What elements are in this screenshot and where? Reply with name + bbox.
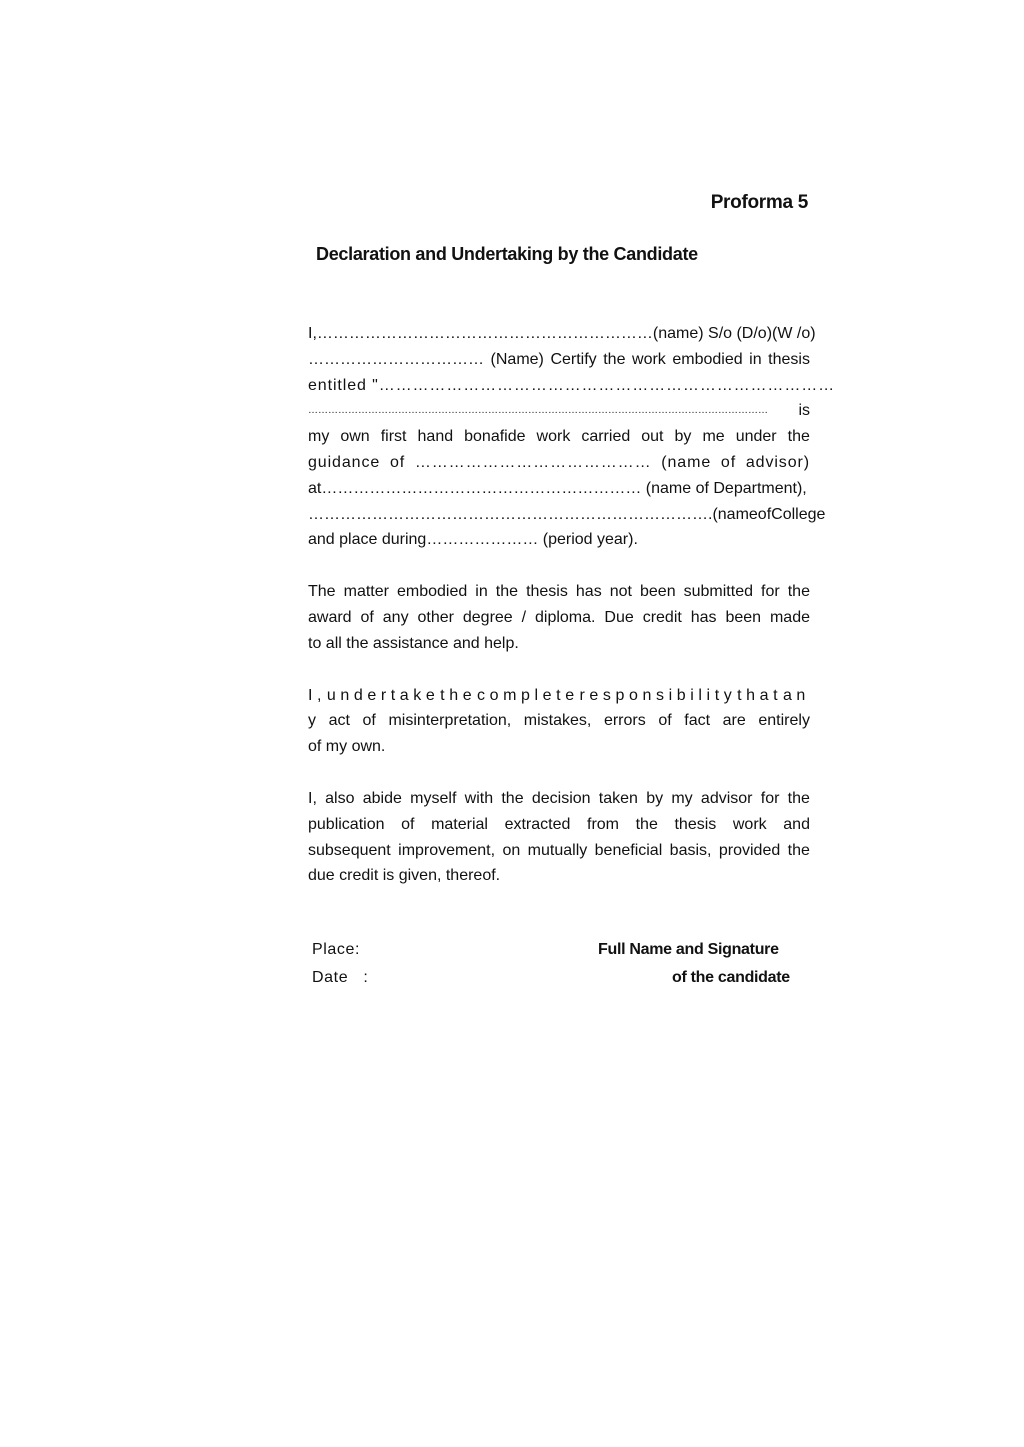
abide-paragraph: [308, 786, 810, 889]
word: the: [787, 841, 810, 859]
word: entirely: [758, 712, 810, 730]
word: material: [431, 815, 488, 833]
word: of: [757, 505, 772, 523]
undertaking-line: of my own.: [308, 738, 386, 756]
declaration-line: and place during………………… (period year).: [308, 531, 638, 549]
word: advisor: [700, 789, 753, 807]
word: y: [308, 712, 316, 730]
word: provided: [718, 841, 781, 859]
word: work: [632, 350, 666, 368]
word: taken: [598, 789, 638, 807]
word: mistakes,: [523, 712, 592, 730]
word: matter: [343, 583, 389, 601]
word: work: [732, 815, 767, 833]
word: of: [658, 712, 672, 730]
word: credit: [642, 608, 682, 626]
word: thesis: [768, 350, 810, 368]
word: errors: [603, 712, 646, 730]
word: publication: [308, 815, 385, 833]
word: are: [722, 712, 746, 730]
word: diploma.: [535, 608, 596, 626]
word: has: [575, 583, 602, 601]
document-title: Declaration and Undertaking by the Candidate: [316, 244, 698, 264]
abide-line: [308, 786, 810, 812]
word: thesis: [526, 583, 568, 601]
word: own: [340, 428, 370, 446]
word: ……………………………………: [414, 453, 652, 471]
word: award: [308, 608, 352, 626]
undertaking-paragraph: [308, 683, 810, 760]
word: an: [782, 686, 810, 704]
word: (name: [661, 453, 712, 471]
declaration-line: [308, 502, 826, 528]
word: myself: [410, 789, 457, 807]
word: misinterpretation,: [388, 712, 512, 730]
matter-paragraph: [308, 579, 810, 656]
word: Due: [604, 608, 634, 626]
word: for: [760, 789, 780, 807]
signature-row-date: [312, 969, 802, 993]
word: of: [362, 712, 376, 730]
word: guidance: [308, 453, 381, 471]
word: from: [587, 815, 619, 833]
word: the: [495, 583, 519, 601]
undertaking-line: [308, 683, 810, 709]
of-the-candidate-label: of the candidate: [672, 969, 790, 986]
word: beneficial: [594, 841, 663, 859]
word: act: [328, 712, 350, 730]
declaration-line: [308, 398, 810, 424]
word: embodied: [672, 350, 743, 368]
word: /: [521, 608, 527, 626]
word: me: [702, 428, 725, 446]
word: been: [725, 608, 762, 626]
word: the: [501, 789, 524, 807]
word: The: [308, 583, 336, 601]
declaration-line: [308, 347, 810, 373]
word: embodied: [396, 583, 468, 601]
word: advisor): [745, 453, 810, 471]
word: I,: [308, 686, 327, 704]
declaration-line: I,………………………………………………………(name) S/o (D/o)(W /o): [308, 325, 816, 342]
matter-line: [308, 579, 810, 605]
word: for: [761, 583, 780, 601]
word: of: [401, 815, 415, 833]
word: undertake: [326, 686, 440, 704]
word: ……………………………: [308, 350, 484, 368]
word: also: [325, 789, 355, 807]
abide-line: [308, 812, 810, 838]
word: the: [787, 428, 810, 446]
word: and: [783, 815, 810, 833]
word: the: [440, 686, 477, 704]
date-label: Date :: [312, 969, 369, 986]
declaration-line: at…………………………………………………… (name of Department),: [308, 479, 807, 497]
word: on: [502, 841, 521, 859]
word: of: [389, 453, 406, 471]
declaration-line: entitled "………………………………………………………………………: [308, 376, 836, 394]
word: out: [641, 428, 664, 446]
word: of: [720, 453, 737, 471]
word: Certify: [550, 350, 597, 368]
word: the: [635, 815, 658, 833]
word: submitted: [683, 583, 753, 601]
word: thesis: [674, 815, 717, 833]
declaration-line: [308, 450, 810, 476]
word: any: [382, 608, 409, 626]
word: extracted: [504, 815, 571, 833]
place-label: Place:: [312, 941, 361, 958]
word: work: [536, 428, 571, 446]
word: of: [360, 608, 374, 626]
word: has: [690, 608, 717, 626]
matter-line: to all the assistance and help.: [308, 634, 519, 652]
undertaking-line: [308, 708, 810, 734]
word: my: [671, 789, 693, 807]
word: subsequent: [308, 841, 391, 859]
full-name-signature-label: Full Name and Signature: [598, 941, 779, 958]
word: made: [769, 608, 810, 626]
matter-line: [308, 605, 810, 631]
word: I,: [308, 789, 317, 807]
word: by: [674, 428, 692, 446]
word: with: [464, 789, 494, 807]
word: is: [798, 402, 810, 420]
word: under: [735, 428, 777, 446]
word: first: [380, 428, 407, 446]
word: been: [640, 583, 676, 601]
word: the: [603, 350, 626, 368]
word: …………………………………………………………………………………………………………………………: [308, 405, 768, 417]
word: ………………………………………………………………….(name: [308, 505, 758, 523]
word: decision: [531, 789, 591, 807]
word: abide: [362, 789, 402, 807]
word: bonafide: [464, 428, 526, 446]
word: College: [771, 505, 826, 523]
word: complete: [476, 686, 579, 704]
word: my: [308, 428, 330, 446]
word: other: [417, 608, 454, 626]
word: fact: [684, 712, 711, 730]
document-body: [308, 321, 836, 889]
declaration-paragraph: [308, 321, 836, 553]
declaration-line: [308, 424, 810, 450]
word: the: [787, 583, 810, 601]
word: carried: [581, 428, 631, 446]
abide-line: due credit is given, thereof.: [308, 867, 501, 885]
word: in: [475, 583, 488, 601]
word: (Name): [490, 350, 544, 368]
word: improvement,: [398, 841, 496, 859]
word: in: [749, 350, 762, 368]
abide-line: [308, 838, 810, 864]
word: degree: [462, 608, 513, 626]
word: by: [646, 789, 664, 807]
word: hand: [417, 428, 454, 446]
word: responsibility: [579, 686, 737, 704]
word: basis,: [669, 841, 712, 859]
proforma-number: Proforma 5: [710, 192, 808, 213]
word: that: [737, 686, 783, 704]
word: mutually: [527, 841, 588, 859]
word: the: [787, 789, 810, 807]
signature-row-place: [312, 941, 802, 965]
word: not: [609, 583, 632, 601]
